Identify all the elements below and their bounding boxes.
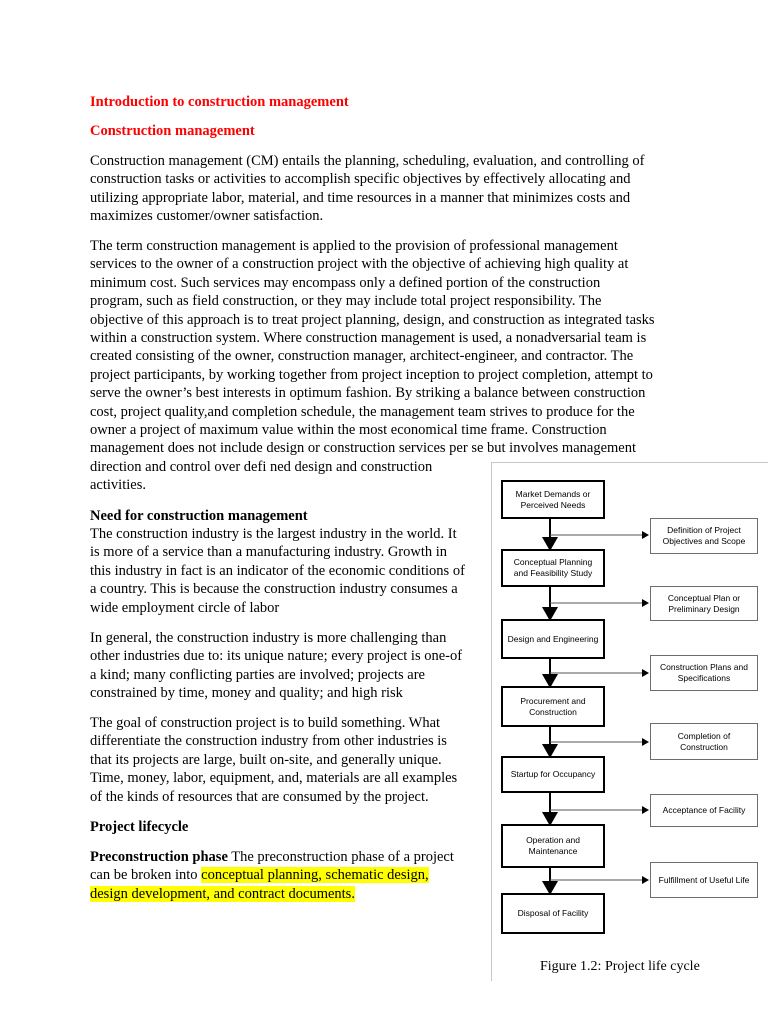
paragraph-goal — [90, 714, 457, 806]
text-line: objective of this approach is to treat project planning, design, and construction as integrated tasks — [90, 311, 655, 328]
output-box: Conceptual Plan or Preliminary Design — [650, 586, 758, 621]
text-line: Time, money, labor, equipment, and, materials are all examples — [90, 770, 458, 787]
output-box: Definition of Project Objectives and Scope — [650, 518, 758, 554]
paragraph-term-cm — [90, 237, 655, 495]
text-line: differentiate the construction industry from other industries is — [90, 733, 447, 750]
output-box: Acceptance of Facility — [650, 794, 758, 827]
highlighted-text: design development, and contract documents. — [90, 885, 355, 902]
text-line: cost, project quality,and completion schedule, the management team strives to produce for the — [90, 403, 635, 420]
text-line: activities. — [90, 477, 146, 494]
stage-box: Startup for Occupancy — [501, 756, 605, 793]
text-line: In general, the construction industry is more challenging than — [90, 630, 447, 646]
text-line: a kind; many conflicting parties are involved; projects are — [90, 666, 425, 683]
stage-box: Procurement and Construction — [501, 686, 605, 727]
stage-box: Conceptual Planning and Feasibility Study — [501, 549, 605, 587]
preconstruction-text: can be broken into — [90, 867, 202, 884]
text-line: serve the owner’s best interests in optimum fashion. By striking a balance between construction — [90, 385, 646, 402]
text-line: a country. This is because the construction industry consumes a — [90, 581, 458, 598]
text-line: services to the owner of a construction project with the objective of achieving high quality at — [90, 256, 629, 273]
output-box: Completion of Construction — [650, 723, 758, 760]
paragraph-preconstruction — [90, 848, 454, 903]
stage-box: Operation and Maintenance — [501, 824, 605, 868]
preconstruction-label: Preconstruction phase — [90, 849, 228, 865]
figure-project-life-cycle — [491, 462, 768, 981]
text-line: created consisting of the owner, construction manager, architect-engineer, and contractor. The — [90, 348, 634, 365]
output-box: Fulfillment of Useful Life — [650, 862, 758, 898]
text-line: project participants, by working together from project inception to project completion, attempt to — [90, 366, 653, 383]
text-line: minimum cost. Such services may encompass only a defined portion of the construction — [90, 274, 601, 291]
text-line — [90, 848, 454, 866]
text-line: The construction industry is the largest industry in the world. It — [90, 526, 457, 542]
text-line: constrained by time, money and quality; and high risk — [90, 685, 403, 702]
text-line: The goal of construction project is to build something. What — [90, 715, 441, 731]
figure-caption: Figure 1.2: Project life cycle — [540, 959, 700, 974]
text-line: is more of a service than a manufacturing industry. Growth in — [90, 544, 448, 561]
text-line: other industries due to: its unique nature; every project is one-of — [90, 648, 463, 665]
preconstruction-text: The preconstruction phase of a project — [227, 849, 454, 865]
text-line: The term construction management is applied to the provision of professional management — [90, 238, 618, 254]
paragraph-general — [90, 629, 462, 703]
text-line: that its projects are large, built on-site, and generally unique. — [90, 751, 442, 768]
text-line: of the kinds of resources that are consumed by the project. — [90, 788, 429, 805]
highlighted-text: conceptual planning, schematic design, — [201, 867, 429, 884]
text-line: management does not include design or construction services per se but involves management — [90, 440, 637, 457]
stage-box: Design and Engineering — [501, 619, 605, 659]
text-line: this industry in fact is an indicator of the economic conditions of — [90, 562, 465, 579]
section-heading-lifecycle: Project lifecycle — [90, 819, 189, 835]
text-line: direction and control over defi ned design and construction — [90, 458, 433, 475]
stage-box: Disposal of Facility — [501, 893, 605, 934]
output-box: Construction Plans and Specifications — [650, 655, 758, 691]
paragraph-need — [90, 525, 465, 617]
text-line: within a construction system. Where construction management is used, a nonadversarial team is — [90, 330, 647, 347]
paragraph-cm-definition: Construction management (CM) entails the planning, scheduling, evaluation, and controlling of construction tasks or activities to accomplish specific objectives by effectively allocating and utilizing appropriate labor, material, and time resources in a manner that minimizes costs and maximizes customer/owner satisfaction. — [90, 153, 645, 225]
section-heading-construction-management: Construction management — [90, 123, 255, 139]
text-line: wide employment circle of labor — [90, 599, 280, 616]
text-line — [90, 866, 454, 884]
section-heading-need: Need for construction management — [90, 508, 308, 524]
stage-box: Market Demands or Perceived Needs — [501, 480, 605, 519]
doc-title: Introduction to construction management — [90, 94, 349, 110]
text-line: owner a project of maximum value within the most economical time frame. Construction — [90, 422, 607, 439]
text-line — [90, 885, 454, 903]
text-line: program, such as field construction, or they may include total project responsibility. The — [90, 293, 602, 310]
